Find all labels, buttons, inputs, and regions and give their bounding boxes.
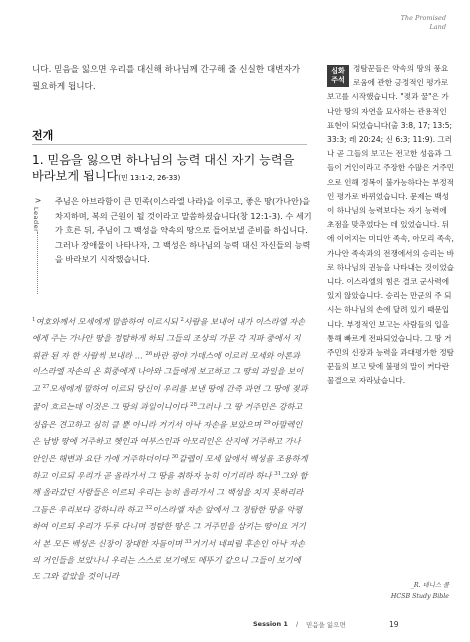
verse-text: 그와 함께 올라갔던 사람들은 이르되 우리는 능히 올라가서 그 백성을 치지 못하리라 그들은 우리보다 강하니라 하고 [32,471,308,515]
attribution-author: _R. 데니스 콜 [410,582,449,589]
point-heading-text: 1. 믿음을 잃으면 하나님의 능력 대신 자기 능력을 바라보게 됩니다 [32,153,295,183]
verse-number: 31 [274,471,282,478]
section-title: 전개 [32,129,54,142]
verse-number: 33 [184,538,192,545]
leader-dotted-line [37,232,38,294]
page-number: 19 [389,620,399,629]
intro-paragraph: 니다. 믿음을 잃으면 우리를 대신해 하나님께 간구해 줄 신실한 대변자가 필요하게 됩니다. [32,65,301,92]
verse-number: 27 [42,384,50,391]
leader-paragraph: 주님은 아브라함이 큰 민족(이스라엘 나라)을 이루고, 좋은 땅(가나안)을 차지하며, 복의 근원이 될 것이라고 말씀하셨습니다(창 12:1-3). 수 세기가 흐른 뒤, 주님이 그 백성을 약속의 땅으로 들어보낼 준비를 하십니다. 그러나 장애물이 나타나자, 그 백성은 하나님의 능력 대신 자신들의 능력을 바라보기 시작했습니다. [55,196,312,264]
verse-number: 29 [263,419,271,426]
attribution-source: HCSB Study Bible [390,593,449,600]
verse-number: 26 [145,350,153,357]
leader-label-text: Leader [32,207,40,233]
verse-text: 이스라엘 자손 앞에서 그 정탐한 땅을 악평하여 이르되 우리가 두루 다니며 정탐한 땅은 그 거주민을 삼키는 땅이요 거기서 본 모든 백성은 신장이 장대한 자들이며 [32,504,306,549]
running-header [401,14,446,32]
point-heading-reference: (민 13:1-2, 26-33) [118,174,181,182]
scripture-passage [32,312,308,584]
running-header-line1: The Promised [400,14,446,22]
page-footer [0,620,470,634]
verse-text: 그러나 그 땅 거주민은 강하고 성읍은 견고하고 심히 클 뿐 아니라 거기서 아낙 자손을 보았으며 [32,401,303,430]
commentary-badge-line2: 주석 [331,76,345,84]
arrow-right-icon: > [34,196,42,205]
commentary-badge [327,65,349,87]
verse-number: 2 [180,317,184,323]
verse-number: 32 [145,505,153,512]
commentary-attribution [327,580,449,602]
footer-title: 믿음을 잃으면 [306,621,346,629]
commentary-sidebar [327,62,455,389]
verse-text: 여호와께서 모세에게 말씀하여 이르시되 [35,316,181,327]
verse-text: 거기서 네피림 후손인 아낙 자손의 거인들을 보았나니 우리는 스스로 보기에도 메뚜기 같으니 그들이 보기에도 그와 같았을 것이니라 [32,538,305,581]
verse-text: 모세에게 말하여 이르되 당신이 우리를 보낸 땅에 간즉 과연 그 땅에 젖과 꿀이 흐르는데 이것은 그 땅의 과일이니이다 [32,384,308,412]
leader-label [32,196,44,232]
verse-number: 28 [189,402,197,409]
commentary-badge-line1: 심화 [331,67,345,75]
verse-number: 1 [32,317,36,323]
footer-separator: / [296,620,299,628]
section-divider [32,144,307,145]
main-column [32,62,307,96]
verse-text: 갈렙이 모세 앞에서 백성을 조용하게 하고 이르되 우리가 곧 올라가서 그 땅을 취하자 능히 이기리라 하나 [32,453,308,482]
point-heading [32,152,307,186]
running-header-line2: Land [429,23,446,31]
verse-text: 바란 광야 가데스에 이르러 모세와 아론과 이스라엘 자손의 온 회중에게 나아와 그들에게 보고하고 그 땅의 과일을 보이고 [32,350,304,395]
verse-number: 30 [171,453,179,460]
verse-text: 아말렉인은 남방 땅에 거주하고 헷인과 여부스인과 아모리인은 산지에 거주하고 가나안인은 해변과 요단 가에 거주하더이다 [32,419,303,464]
commentary-text: 정탐꾼들은 약속의 땅의 풍요로움에 관한 긍정적인 평가로 보고를 시작했습니다. "젖과 꿀"은 가나안 땅의 자연을 묘사하는 관용적인 표현이 되었습니다(출 3:8, 17; 13:5; 33:3; 레 20:24; 신 6:3; 11:9). 그러나 곧 그들의 보고는 전고한 성읍과 그들이 거인이라고 주장한 수많은 거주민으로 인해 정복이 불가능하다는 부정적인 평가로 바뀌었습니다. 문제는 백성이 하나님의 능력보다는 자기 능력에 초점을 맞추었다는 데 있었습니다. 뒤에 이어지는 미디안 족속, 아모리 족속, 가나안 족속과의 전쟁에서의 승리는 바로 하나님의 권능을 나타내는 것이었습니다. 이스라엘의 힘은 결코 군사력에 있지 않았습니다. 승리는 만군의 주 되시는 하나님의 손에 달려 있기 때문입니다. 부정적인 보고는 사람들의 입을 통해 빠르게 전파되었습니다. 그 땅 거주민의 신장과 능력을 과대평가한 정탐꾼들의 보고 탓에 불평의 말이 커다란 물결으로 자라났습니다. [327,64,455,386]
verse-text: 사람을 보내어 내가 이스라엘 자손에게 주는 가나안 땅을 정탐하게 하되 그들의 조상의 가문 각 지파 중에서 지휘관 된 자 한 사람씩 보내라 … [32,316,306,361]
footer-session: Session 1 [253,620,288,628]
